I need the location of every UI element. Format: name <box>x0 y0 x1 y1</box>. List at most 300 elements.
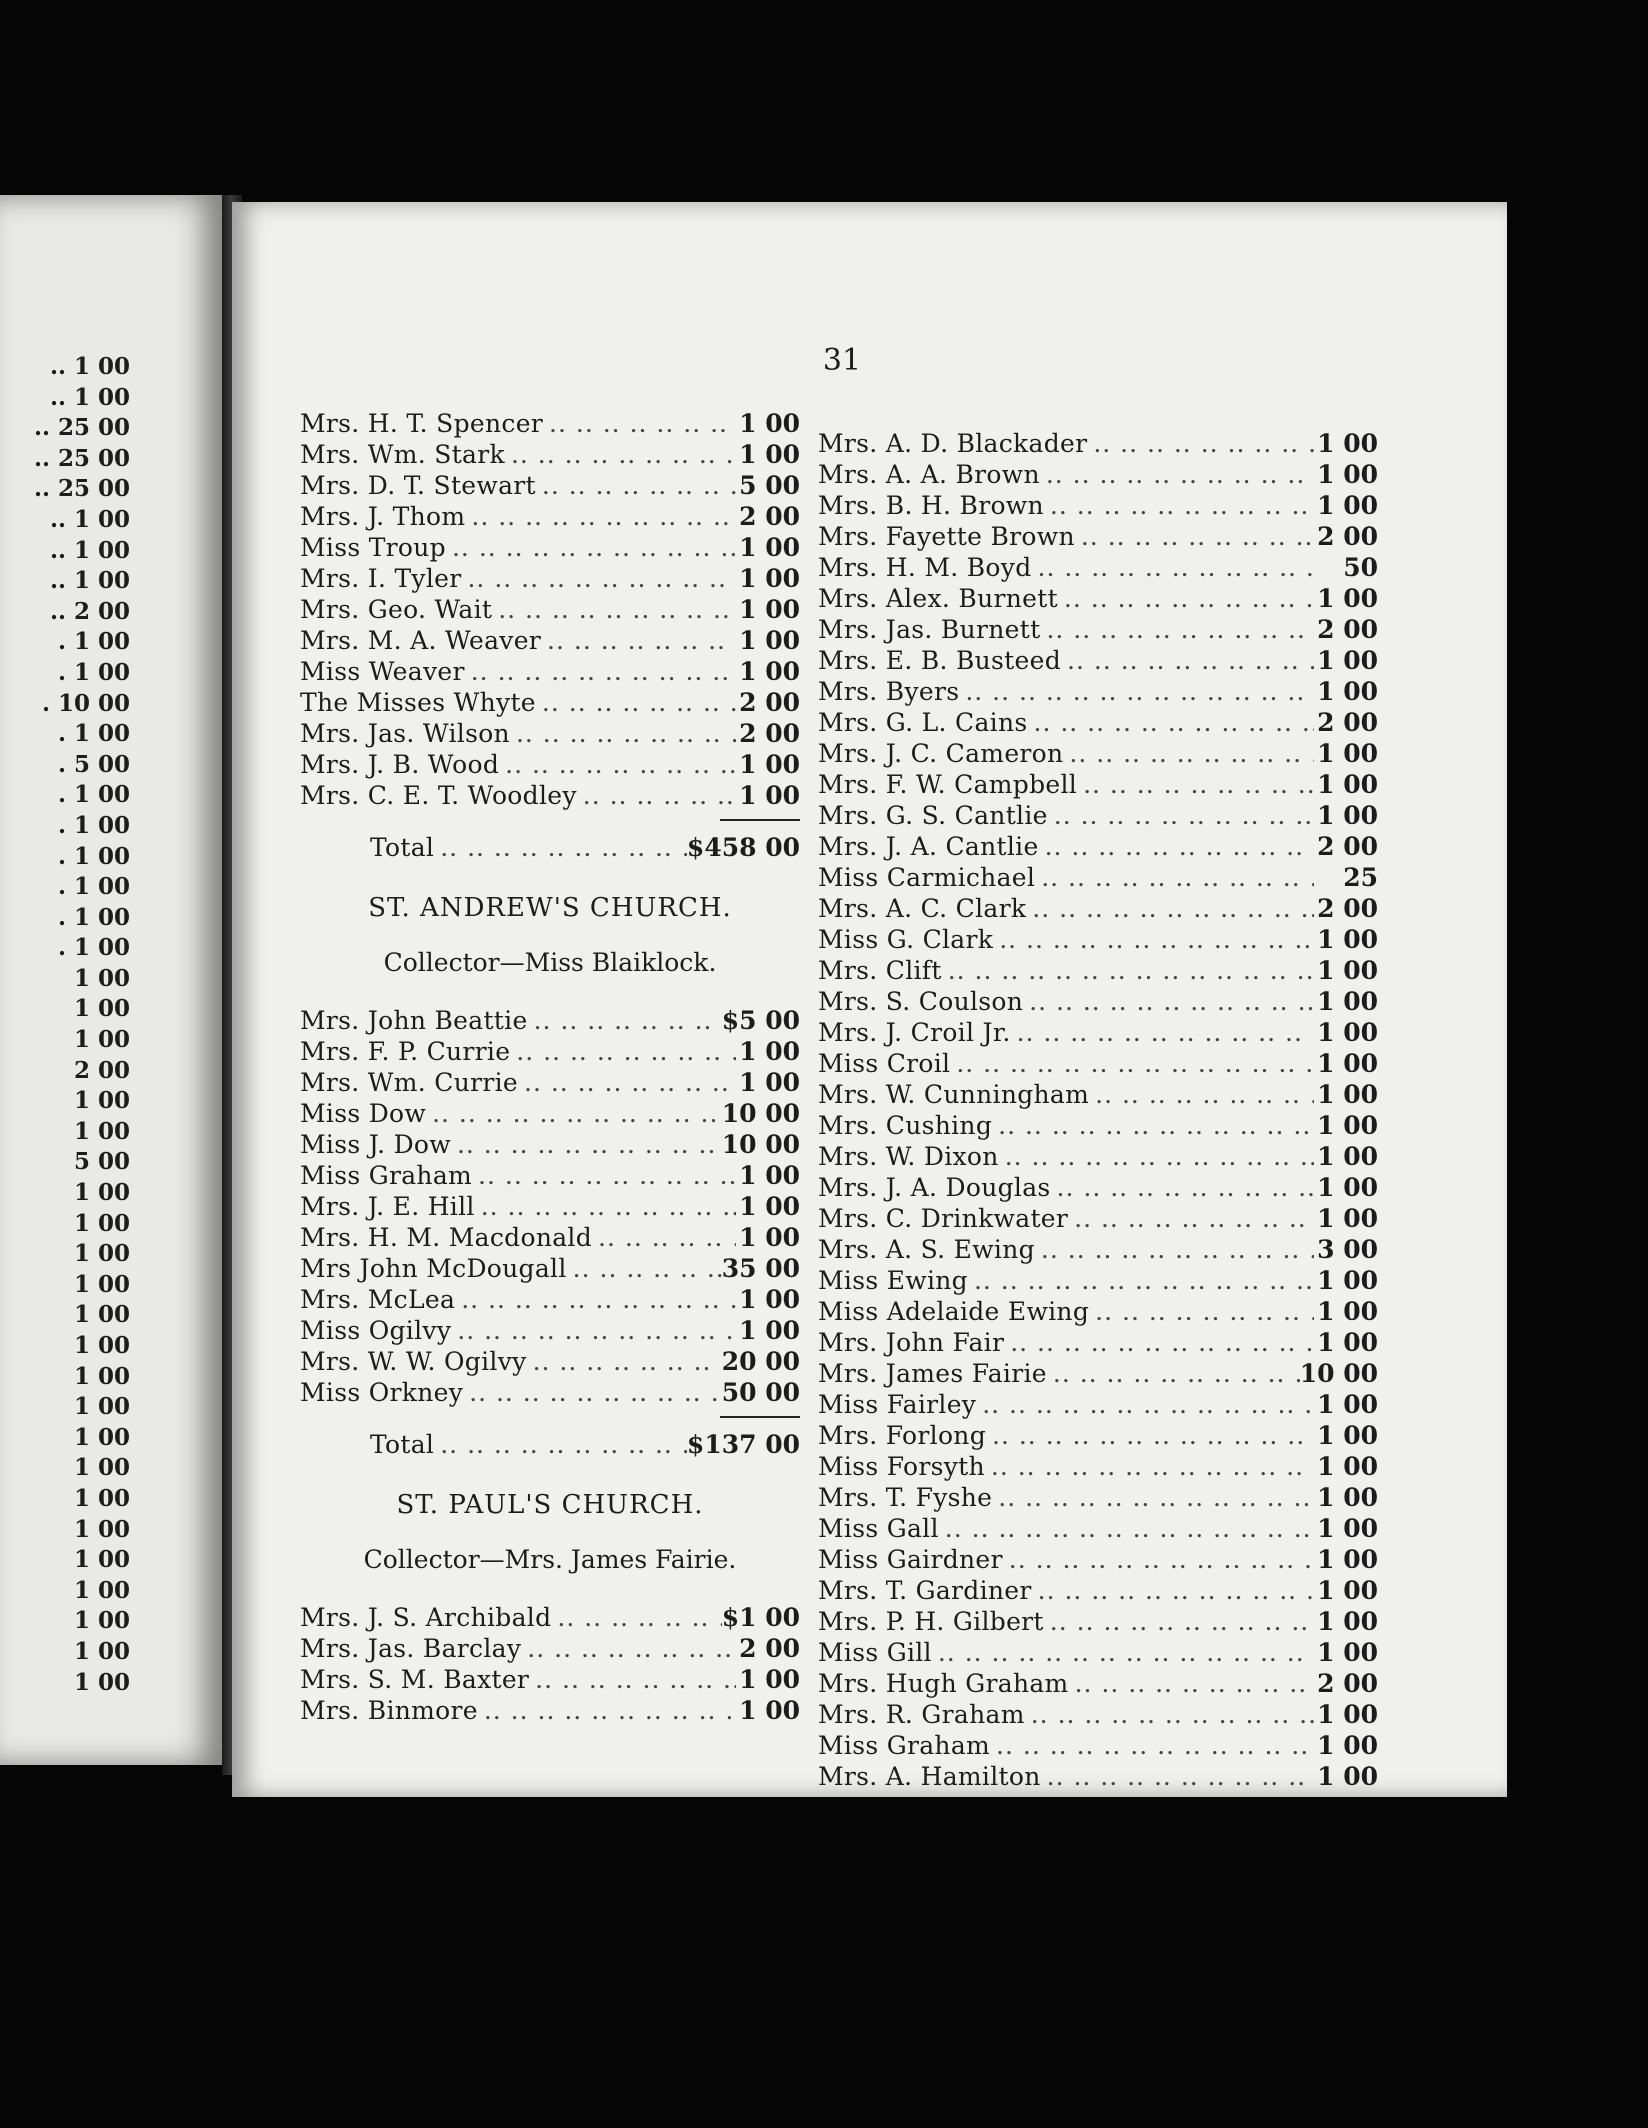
list-item <box>300 749 800 780</box>
leader-dots <box>465 656 736 687</box>
list-item <box>818 1017 1378 1048</box>
subscriber-amount: 1 00 <box>1317 925 1378 954</box>
total-line-1 <box>300 831 800 865</box>
left-amount: . 1 00 <box>57 842 130 870</box>
subscriber-amount: 1 00 <box>1317 739 1378 768</box>
subscriber-name: Mrs. J. C. Cameron <box>818 739 1064 768</box>
list-item <box>818 955 1378 986</box>
list-item <box>818 1451 1378 1482</box>
left-amount: . 10 00 <box>41 689 130 717</box>
list-item <box>818 738 1378 769</box>
right-column <box>818 428 1378 1792</box>
left-amount: 1 00 <box>73 1637 130 1665</box>
subscriber-amount: 5 00 <box>739 471 800 500</box>
subscriber-name: Mrs. Wm. Stark <box>300 440 505 469</box>
left-amount: 1 00 <box>73 1240 130 1268</box>
subscriber-amount: 1 00 <box>1317 1545 1378 1574</box>
list-item <box>818 1513 1378 1544</box>
list-item <box>300 1005 800 1036</box>
leader-dots <box>1058 583 1314 614</box>
list-item <box>818 1296 1378 1327</box>
left-amount: . 1 00 <box>57 934 130 962</box>
leader-dots <box>510 718 736 749</box>
subscriber-amount: 1 00 <box>739 750 800 779</box>
subscriber-name: Mrs. J. A. Cantlie <box>818 832 1039 861</box>
leader-dots <box>1063 738 1314 769</box>
subscriber-amount: 10 00 <box>721 1099 800 1128</box>
subscriber-name: Miss Gall <box>818 1514 939 1543</box>
subscriber-name: Mrs. G. S. Cantlie <box>818 801 1048 830</box>
list-item <box>300 1664 800 1695</box>
left-amount: . 1 00 <box>57 873 130 901</box>
subscriber-name: Mrs. W. Cunningham <box>818 1080 1090 1109</box>
subscriber-amount: 20 00 <box>721 1347 800 1376</box>
subscriber-name: Mrs. J. S. Archibald <box>300 1603 552 1632</box>
leader-dots <box>939 1513 1314 1544</box>
subscriber-name: Mrs. Byers <box>818 677 960 706</box>
list-item <box>300 1633 800 1664</box>
leader-dots <box>1032 552 1314 583</box>
list-item <box>300 470 800 501</box>
list-item <box>300 594 800 625</box>
left-amount: 1 00 <box>73 1576 130 1604</box>
left-amount: 1 00 <box>73 1423 130 1451</box>
leader-dots <box>510 1036 736 1067</box>
list-item <box>818 1265 1378 1296</box>
list-item <box>818 862 1378 893</box>
subscriber-amount: 25 <box>1343 863 1378 892</box>
leader-dots <box>1089 1296 1314 1327</box>
subscriber-name: Miss Gill <box>818 1638 932 1667</box>
list-item <box>818 1234 1378 1265</box>
subscriber-amount: 50 <box>1343 553 1378 582</box>
subscriber-amount: 1 00 <box>739 1192 800 1221</box>
subscriber-name: Mrs. W. W. Ogilvy <box>300 1347 527 1376</box>
list-item <box>818 986 1378 1017</box>
list-item <box>818 1203 1378 1234</box>
total-label: Total <box>370 833 435 862</box>
subscriber-amount: 10 00 <box>721 1130 800 1159</box>
list-item <box>300 1067 800 1098</box>
list-item <box>818 893 1378 924</box>
subscriber-name: Miss Orkney <box>300 1378 464 1407</box>
list-item <box>300 1253 800 1284</box>
leader-dots <box>1040 614 1314 645</box>
subscriber-name: Miss Dow <box>300 1099 427 1128</box>
leader-dots <box>1077 769 1314 800</box>
leader-dots <box>1061 645 1314 676</box>
subscriber-amount: 1 00 <box>1317 1018 1378 1047</box>
left-amount: . 1 00 <box>57 658 130 686</box>
subscriber-name: Miss Ewing <box>818 1266 968 1295</box>
subscriber-amount: 1 00 <box>739 657 800 686</box>
list-item <box>300 1036 800 1067</box>
list-item <box>818 1637 1378 1668</box>
leader-dots <box>543 408 736 439</box>
list-item <box>818 1172 1378 1203</box>
subscriber-amount: 2 00 <box>1317 1669 1378 1698</box>
list-item <box>818 428 1378 459</box>
left-amount: 1 00 <box>73 1668 130 1696</box>
left-amount: . 1 00 <box>57 903 130 931</box>
subscriber-name: Miss Ogilvy <box>300 1316 452 1345</box>
left-amount: .. 1 00 <box>49 505 130 533</box>
subscriber-amount: 1 00 <box>739 1223 800 1252</box>
subscriber-amount: 2 00 <box>1317 615 1378 644</box>
list-item <box>818 1761 1378 1792</box>
subscriber-amount: 2 00 <box>1317 832 1378 861</box>
list-item <box>818 490 1378 521</box>
subscriber-list-1 <box>300 408 800 811</box>
leader-dots <box>986 1420 1314 1451</box>
leader-dots <box>950 1048 1314 1079</box>
list-item <box>818 521 1378 552</box>
subscriber-amount: 50 00 <box>721 1378 800 1407</box>
leader-dots <box>592 1222 736 1253</box>
leader-dots <box>492 594 736 625</box>
subscriber-name: Mrs. Binmore <box>300 1696 478 1725</box>
subscriber-amount: 1 00 <box>739 409 800 438</box>
subscriber-amount: 1 00 <box>1317 1700 1378 1729</box>
leader-dots <box>1032 1575 1314 1606</box>
subscriber-name: Mrs John McDougall <box>300 1254 567 1283</box>
list-item <box>300 1098 800 1129</box>
list-item <box>818 614 1378 645</box>
subscriber-amount: 1 00 <box>739 533 800 562</box>
subscriber-name: Mrs. McLea <box>300 1285 456 1314</box>
leader-dots <box>932 1637 1314 1668</box>
total-rule <box>720 819 800 821</box>
leader-dots <box>518 1067 736 1098</box>
subscriber-amount: 1 00 <box>1317 1452 1378 1481</box>
list-item <box>818 645 1378 676</box>
leader-dots <box>1004 1327 1314 1358</box>
subscriber-amount: 1 00 <box>1317 1576 1378 1605</box>
left-amount: . 5 00 <box>57 750 130 778</box>
leader-dots <box>426 1098 722 1129</box>
subscriber-name: Mrs. Wm. Currie <box>300 1068 518 1097</box>
collector-st-andrews: Collector—Miss Blaiklock. <box>383 948 717 977</box>
list-item <box>300 563 800 594</box>
subscriber-amount: 1 00 <box>1317 801 1378 830</box>
leader-dots <box>976 1389 1314 1420</box>
subscriber-name: Mrs. Hugh Graham <box>818 1669 1069 1698</box>
leader-dots <box>1051 1172 1314 1203</box>
subscriber-amount: 1 00 <box>739 1068 800 1097</box>
leader-dots <box>1044 490 1314 521</box>
subscriber-name: Mrs. Geo. Wait <box>300 595 493 624</box>
leader-dots <box>499 749 736 780</box>
subscriber-amount: 2 00 <box>739 719 800 748</box>
leader-dots <box>1011 1017 1314 1048</box>
subscriber-name: Mrs. James Fairie <box>818 1359 1047 1388</box>
left-amount: 1 00 <box>73 1484 130 1512</box>
leader-dots <box>1025 1699 1314 1730</box>
list-item <box>300 687 800 718</box>
subscriber-name: Mrs. G. L. Cains <box>818 708 1028 737</box>
subscriber-amount: 1 00 <box>1317 770 1378 799</box>
list-item <box>300 656 800 687</box>
list-item <box>818 1079 1378 1110</box>
list-item <box>300 1695 800 1726</box>
subscriber-name: Mrs. H. T. Spencer <box>300 409 544 438</box>
leader-dots <box>968 1265 1314 1296</box>
subscriber-name: Mrs. P. H. Gilbert <box>818 1607 1044 1636</box>
subscriber-name: Mrs. M. A. Weaver <box>300 626 542 655</box>
subscriber-name: Mrs. R. Graham <box>818 1700 1025 1729</box>
left-amount: 1 00 <box>73 1087 130 1115</box>
left-amount: . 1 00 <box>57 781 130 809</box>
leader-dots <box>1039 831 1314 862</box>
subscriber-amount: 1 00 <box>1317 1297 1378 1326</box>
list-item <box>818 1730 1378 1761</box>
subscriber-name: Mrs. John Fair <box>818 1328 1005 1357</box>
subscriber-amount: 1 00 <box>1317 1204 1378 1233</box>
leader-dots <box>529 1664 736 1695</box>
left-amount: .. 25 00 <box>33 444 130 472</box>
list-item <box>818 1420 1378 1451</box>
subscriber-name: Mrs. T. Fyshe <box>818 1483 993 1512</box>
leader-dots <box>472 1160 736 1191</box>
subscriber-name: Miss Forsyth <box>818 1452 985 1481</box>
total-line-st-andrews <box>300 1428 800 1462</box>
subscriber-name: Mrs. J. Thom <box>300 502 466 531</box>
subscriber-amount: 1 00 <box>1317 1142 1378 1171</box>
leader-dots <box>992 1110 1314 1141</box>
left-amount: 1 00 <box>73 1209 130 1237</box>
subscriber-amount: $1 00 <box>721 1603 800 1632</box>
total-label: Total <box>370 1430 435 1459</box>
left-amount: 1 00 <box>73 1515 130 1543</box>
subscriber-amount: 2 00 <box>739 1634 800 1663</box>
list-item <box>818 800 1378 831</box>
left-amount: . 1 00 <box>57 628 130 656</box>
list-item <box>300 1129 800 1160</box>
left-amount: 1 00 <box>73 1546 130 1574</box>
list-item <box>818 1110 1378 1141</box>
left-amount: . 1 00 <box>57 720 130 748</box>
subscriber-name: Mrs. C. E. T. Woodley <box>300 781 577 810</box>
left-amount: 1 00 <box>73 1393 130 1421</box>
leader-dots <box>1047 1358 1300 1389</box>
subscriber-amount: 2 00 <box>739 688 800 717</box>
leader-dots <box>1035 1234 1314 1265</box>
leader-dots <box>551 1602 721 1633</box>
leader-dots <box>451 1129 722 1160</box>
list-item <box>300 1315 800 1346</box>
list-item <box>300 1222 800 1253</box>
list-item <box>818 676 1378 707</box>
subscriber-name: Mrs. E. B. Busteed <box>818 646 1062 675</box>
leader-dots <box>465 501 736 532</box>
leader-dots <box>463 1377 722 1408</box>
subscriber-name: Miss Gairdner <box>818 1545 1003 1574</box>
left-amount: .. 1 00 <box>49 353 130 380</box>
subscriber-amount: 3 00 <box>1317 1235 1378 1264</box>
list-item <box>818 924 1378 955</box>
leader-dots <box>1023 986 1314 1017</box>
leader-dots <box>990 1730 1314 1761</box>
subscriber-name: Mrs. A. A. Brown <box>818 460 1040 489</box>
list-item <box>818 459 1378 490</box>
subscriber-amount: 1 00 <box>1317 646 1378 675</box>
left-page-amounts <box>0 352 130 1698</box>
list-item <box>300 780 800 811</box>
subscriber-name: Mrs. J. E. Hill <box>300 1192 475 1221</box>
leader-dots <box>567 1253 722 1284</box>
list-item <box>818 707 1378 738</box>
subscriber-name: Mrs. C. Drinkwater <box>818 1204 1069 1233</box>
leader-dots <box>1069 1668 1314 1699</box>
left-amount: .. 25 00 <box>33 475 130 503</box>
subscriber-amount: 1 00 <box>1317 1111 1378 1140</box>
subscriber-name: Mrs. A. D. Blackader <box>818 429 1088 458</box>
left-amount: 1 00 <box>73 964 130 992</box>
list-item <box>818 552 1378 583</box>
subscriber-amount: 1 00 <box>1317 987 1378 1016</box>
subscriber-amount: 1 00 <box>1317 1731 1378 1760</box>
left-column <box>300 408 800 1726</box>
subscriber-amount: 1 00 <box>1317 1762 1378 1791</box>
subscriber-name: Mrs. Jas. Barclay <box>300 1634 522 1663</box>
subscriber-name: Miss Carmichael <box>818 863 1036 892</box>
subscriber-amount: 1 00 <box>739 1285 800 1314</box>
subscriber-amount: 2 00 <box>739 502 800 531</box>
subscriber-amount: 1 00 <box>739 1316 800 1345</box>
leader-dots <box>536 470 736 501</box>
subscriber-name: Mrs. F. W. Campbell <box>818 770 1078 799</box>
list-item <box>818 1482 1378 1513</box>
leader-dots <box>992 1482 1314 1513</box>
leader-dots <box>999 1141 1314 1172</box>
left-amount: 1 00 <box>73 1454 130 1482</box>
list-item <box>300 718 800 749</box>
leader-dots <box>451 1315 736 1346</box>
left-amount: 1 00 <box>73 1026 130 1054</box>
left-amount: 5 00 <box>73 1148 130 1176</box>
subscriber-name: Mrs. Clift <box>818 956 942 985</box>
list-item <box>300 1284 800 1315</box>
list-item <box>300 408 800 439</box>
leader-dots <box>1068 1203 1314 1234</box>
leader-dots <box>455 1284 736 1315</box>
list-item <box>818 1327 1378 1358</box>
list-item <box>300 1377 800 1408</box>
list-item <box>300 532 800 563</box>
subscriber-amount: $5 00 <box>721 1006 800 1035</box>
leader-dots <box>1087 428 1314 459</box>
leader-dots <box>528 1005 722 1036</box>
subscriber-amount: 1 00 <box>1317 491 1378 520</box>
subscriber-amount: 1 00 <box>1317 1049 1378 1078</box>
list-item <box>818 1358 1378 1389</box>
subscriber-name: Miss Fairley <box>818 1390 977 1419</box>
subscriber-amount: 1 00 <box>1317 1173 1378 1202</box>
total-rule <box>720 1416 800 1418</box>
leader-dots <box>993 924 1314 955</box>
subscriber-name: Mrs. T. Gardiner <box>818 1576 1032 1605</box>
subscriber-amount: 2 00 <box>1317 708 1378 737</box>
list-item <box>818 1141 1378 1172</box>
subscriber-name: Mrs. Fayette Brown <box>818 522 1075 551</box>
left-amount: . 1 00 <box>57 811 130 839</box>
subscriber-name: Mrs. D. T. Stewart <box>300 471 536 500</box>
subscriber-name: Mrs. John Beattie <box>300 1006 528 1035</box>
subscriber-amount: 1 00 <box>739 564 800 593</box>
left-amount: .. 1 00 <box>49 383 130 411</box>
subscriber-amount: 1 00 <box>1317 1328 1378 1357</box>
list-item <box>300 1346 800 1377</box>
left-amount: 1 00 <box>73 1332 130 1359</box>
leader-dots <box>959 676 1314 707</box>
left-amount: 1 00 <box>73 1117 130 1145</box>
subscriber-name: Mrs. Cushing <box>818 1111 993 1140</box>
leader-dots <box>1048 800 1314 831</box>
list-item <box>818 583 1378 614</box>
subscriber-name: Mrs. J. B. Wood <box>300 750 500 779</box>
section-heading-st-pauls: ST. PAUL'S CHURCH. <box>396 1490 704 1520</box>
list-item <box>818 769 1378 800</box>
list-item <box>818 1606 1378 1637</box>
subscriber-name: Mrs. Forlong <box>818 1421 987 1450</box>
section-heading-st-andrews: ST. ANDREW'S CHURCH. <box>368 893 732 923</box>
subscriber-amount: 1 00 <box>1317 584 1378 613</box>
leader-dots <box>985 1451 1314 1482</box>
subscriber-amount: 1 00 <box>1317 1514 1378 1543</box>
subscriber-name: Mrs. J. A. Douglas <box>818 1173 1051 1202</box>
subscriber-name: Miss Adelaide Ewing <box>818 1297 1090 1326</box>
subscriber-name: Miss Graham <box>818 1731 991 1760</box>
left-amount: 1 00 <box>73 1301 130 1329</box>
subscriber-amount: 1 00 <box>1317 1638 1378 1667</box>
left-amount: .. 1 00 <box>49 567 130 595</box>
left-amount: .. 2 00 <box>49 597 130 625</box>
list-item <box>818 831 1378 862</box>
subscriber-amount: 1 00 <box>739 781 800 810</box>
leader-dots <box>1026 893 1314 924</box>
total-amount: $458 00 <box>686 833 800 862</box>
subscriber-name: Mrs. F. P. Currie <box>300 1037 511 1066</box>
leader-dots <box>577 780 736 811</box>
subscriber-amount: 10 00 <box>1299 1359 1378 1388</box>
leader-dots <box>478 1695 736 1726</box>
subscriber-name: Miss J. Dow <box>300 1130 451 1159</box>
subscriber-name: Mrs. J. Croil Jr. <box>818 1018 1011 1047</box>
leader-dots <box>1044 1606 1314 1637</box>
subscriber-name: Mrs. B. H. Brown <box>818 491 1044 520</box>
subscriber-amount: 1 00 <box>1317 677 1378 706</box>
subscriber-amount: 1 00 <box>1317 460 1378 489</box>
leader-dots <box>1028 707 1315 738</box>
left-amount: 2 00 <box>73 1056 130 1084</box>
subscriber-name: Mrs. Alex. Burnett <box>818 584 1058 613</box>
page-number: 31 <box>822 343 862 378</box>
subscriber-name: Mrs. A. S. Ewing <box>818 1235 1035 1264</box>
subscriber-amount: 1 00 <box>1317 1607 1378 1636</box>
subscriber-amount: 1 00 <box>1317 1390 1378 1419</box>
subscriber-amount: 1 00 <box>1317 956 1378 985</box>
list-item <box>818 1048 1378 1079</box>
subscriber-name: Miss G. Clark <box>818 925 994 954</box>
left-amount: .. 25 00 <box>33 414 130 442</box>
leader-dots <box>536 687 736 718</box>
subscriber-name: Mrs. Jas. Wilson <box>300 719 510 748</box>
subscriber-amount: 1 00 <box>1317 1080 1378 1109</box>
list-item <box>818 1699 1378 1730</box>
leader-dots <box>942 955 1314 986</box>
subscriber-amount: 1 00 <box>739 1161 800 1190</box>
subscriber-amount: 1 00 <box>739 626 800 655</box>
